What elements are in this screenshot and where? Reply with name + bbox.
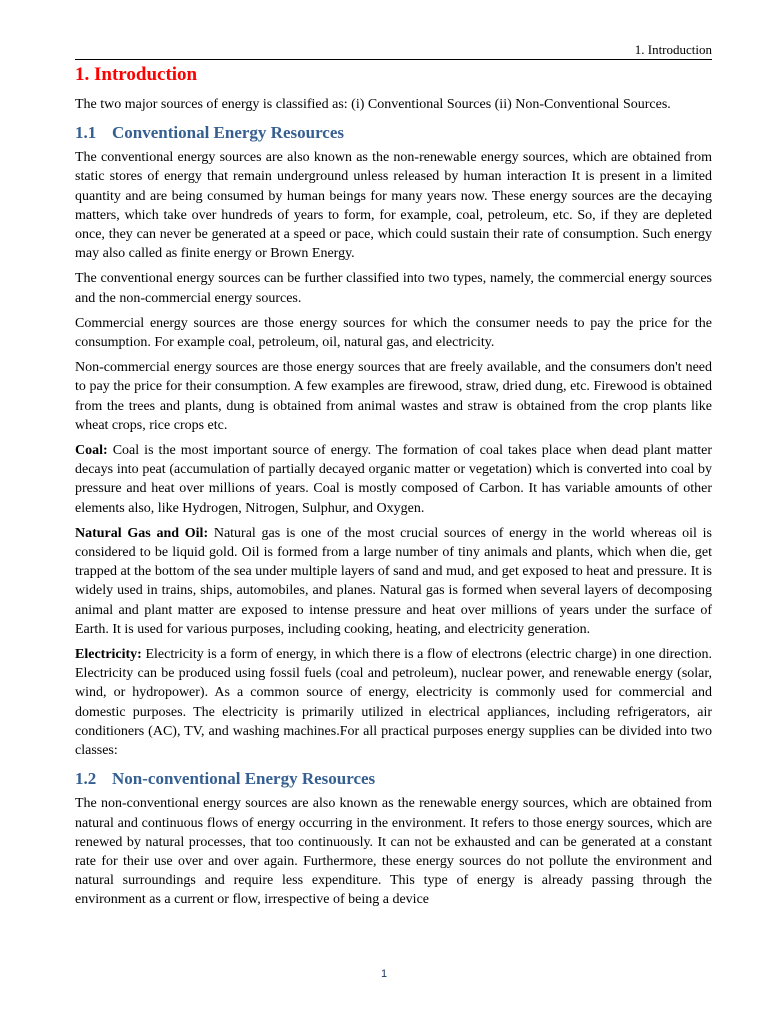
section-heading-1-1 bbox=[75, 122, 712, 144]
section-number: 1.1 bbox=[75, 123, 97, 143]
coal-paragraph bbox=[75, 441, 712, 518]
term-label: Coal: bbox=[75, 443, 108, 459]
chapter-title: 1. Introduction bbox=[75, 64, 198, 85]
paragraph: The conventional energy sources are also known as the non-renewable energy sources, which are obtained from static stores of energy that remain underground unless released by human interaction It is present in a limited quantity and are being consumed by human beings for many years now. These energy sources are the decaying matters, which take over hundreds of years to form, for example, coal, petroleum, etc. So, if they are depleted once, they can never be generated at a speed or pace, which could sustain their rate of consumption. Such energy may also called as finite energy or Brown Energy. bbox=[75, 150, 712, 262]
page-body bbox=[75, 59, 712, 916]
term-text: Coal is the most important source of energy. The formation of coal takes place when dead plant matter decays into peat (accumulation of partially decayed organic matter or vegetation) which is converted into coal by pressure and heat over millions of years. Coal is mostly composed of Carbon. It has variable amounts of other elements also, like Hydrogen, Nitrogen, Sulphur, and Oxygen. bbox=[75, 443, 712, 516]
paragraph: Commercial energy sources are those energy sources for which the consumer needs to pay the price for the consumption. For example coal, petroleum, oil, natural gas, and electricity. bbox=[75, 315, 712, 351]
term-text: Electricity is a form of energy, in which there is a flow of electrons (electric charge) in one direction. Electricity can be produced using fossil fuels (coal and petroleum), nuclear power, and renewable energy (solar, wind, or hydropower). As a common source of energy, electricity is commonly used for commercial and domestic purposes. The electricity is primarily utilized in electrical appliances, including refrigerators, air conditioners (AC), TV, and washing machines.For all practical purposes energy supplies can be divided into two classes: bbox=[75, 647, 712, 759]
natural-gas-oil-paragraph bbox=[75, 524, 712, 639]
term-label: Electricity: bbox=[75, 647, 142, 663]
electricity-paragraph bbox=[75, 645, 712, 760]
paragraph: Non-commercial energy sources are those energy sources that are freely available, and the consumers don't need to pay the price for their consumption. A few examples are firewood, straw, dried dung, etc. Firewood is obtained from the trees and plants, dung is obtained from animal wastes and straw is obtained from the crop plants like wheat crops, rice crops etc. bbox=[75, 360, 712, 433]
section-title: Non-conventional Energy Resources bbox=[112, 769, 376, 789]
term-text: Natural gas is one of the most crucial sources of energy in the world whereas oil is considered to be liquid gold. Oil is formed from a large number of tiny animals and plants, which when die, get trapped at the bottom of the sea under multiple layers of sand and mud, and get exposed to heat and pressure. It is widely used in trains, ships, automobiles, and planes. Natural gas is formed when several layers of decomposing animal and plant matter are exposed to intense pressure and heat over millions of years under the surface of Earth. It is used for various purposes, including cooking, heating, and electricity generation. bbox=[75, 525, 712, 637]
intro-paragraph: The two major sources of energy is classified as: (i) Conventional Sources (ii) Non-Conventional Sources. bbox=[75, 97, 671, 112]
page-number: 1 bbox=[380, 968, 388, 980]
paragraph: The non-conventional energy sources are also known as the renewable energy sources, which are obtained from natural and continuous flows of energy occurring in the environment. It refers to those energy sources, which are renewed by natural processes, that too continuously. It can not be exhausted and can be generated at a constant rate for their use over and over again. Furthermore, these energy sources do not pollute the environment and natural surroundings and require less expenditure. This type of energy is already passing through the environment as a current or flow, irrespective of being a device bbox=[75, 796, 712, 908]
section-title: Conventional Energy Resources bbox=[112, 123, 345, 143]
term-label: Natural Gas and Oil: bbox=[75, 525, 209, 541]
section-heading-1-2 bbox=[75, 768, 712, 790]
paragraph: The conventional energy sources can be further classified into two types, namely, the commercial energy sources and the non-commercial energy sources. bbox=[75, 271, 712, 306]
section-number: 1.2 bbox=[75, 769, 97, 789]
running-header: 1. Introduction bbox=[634, 42, 712, 57]
